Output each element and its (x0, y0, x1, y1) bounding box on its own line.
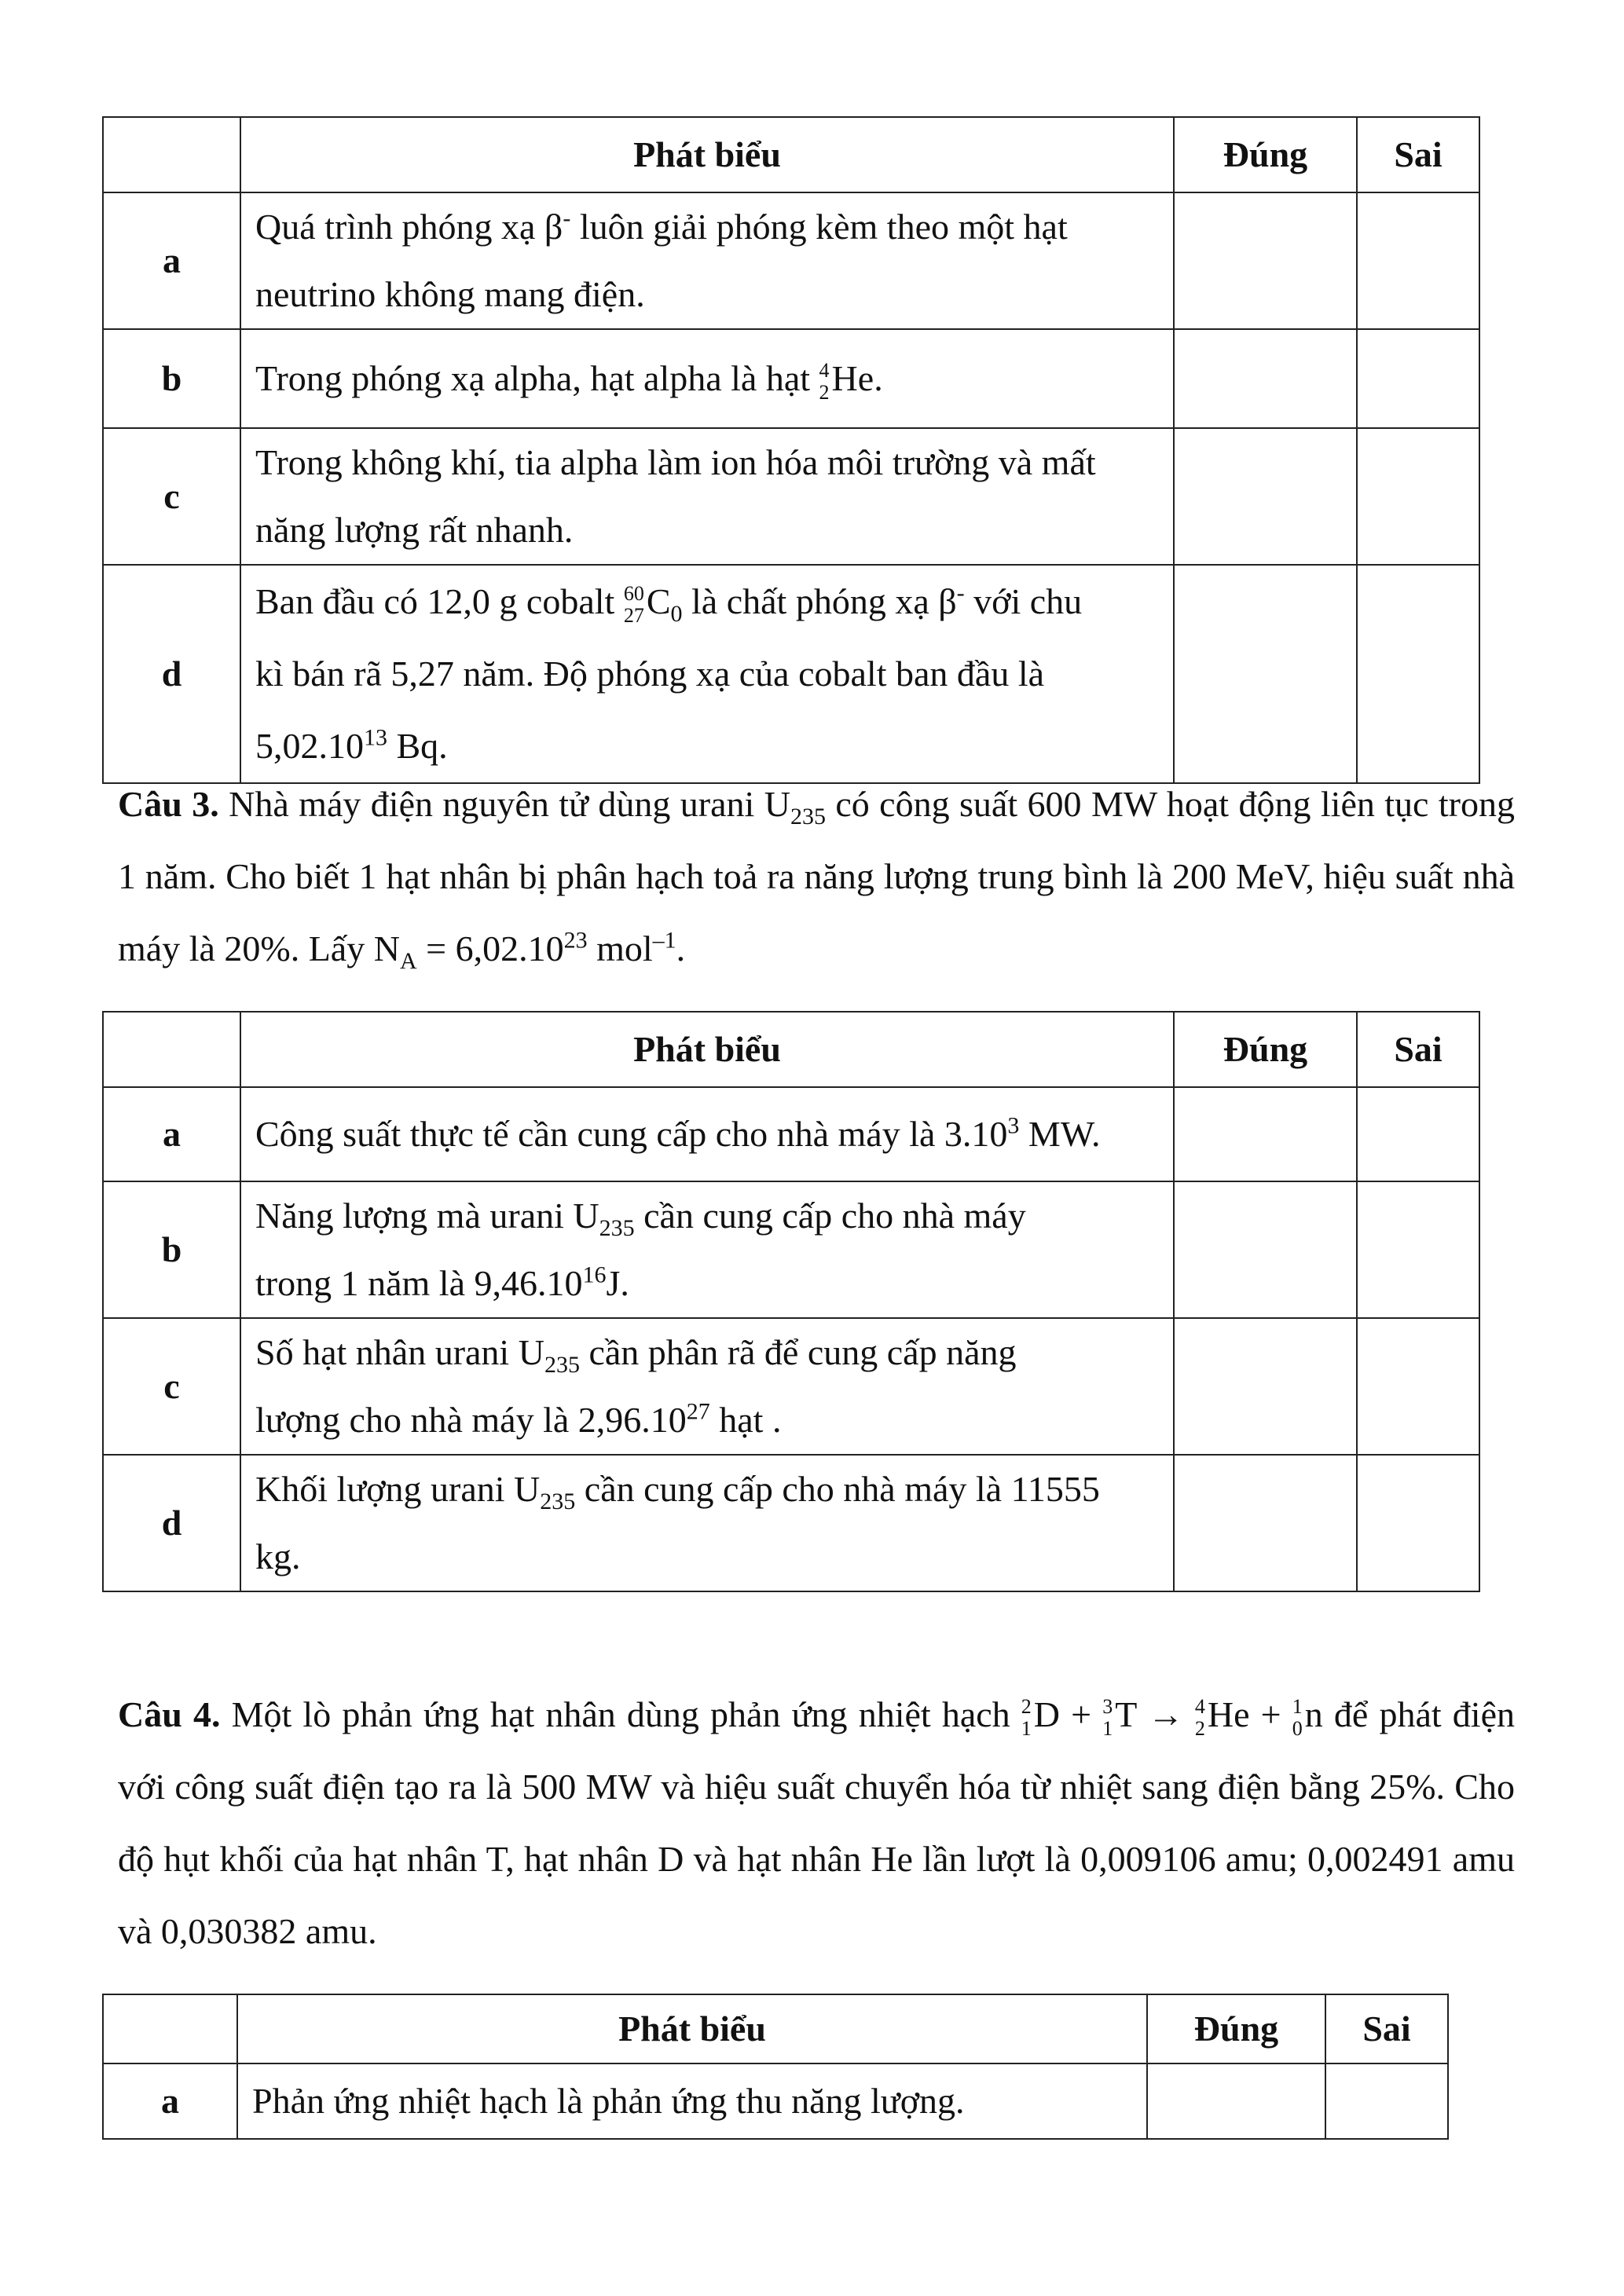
table-row (103, 428, 1479, 565)
table-row (103, 1318, 1479, 1455)
true-checkbox[interactable] (1147, 2063, 1325, 2139)
true-checkbox[interactable] (1174, 565, 1357, 783)
nuclide-notation: 1 0 (1292, 1695, 1303, 1741)
table-row (103, 565, 1479, 783)
statement-text: Trong phóng xạ alpha, hạt alpha là hạt 4 2 He. (240, 329, 1174, 428)
statement-text: Công suất thực tế cần cung cấp cho nhà máy là 3.10$^3$ MW. (240, 1087, 1174, 1181)
table-row (103, 329, 1479, 428)
statement-table-1 (102, 116, 1480, 784)
true-checkbox[interactable] (1174, 1455, 1357, 1591)
label-header (103, 1012, 240, 1087)
row-label: a (103, 192, 240, 329)
statement-text: Quá trình phóng xạ β- luôn giải phóng kèm theo một hạt neutrino không mang điện. (240, 192, 1174, 329)
statement-header: Phát biểu (240, 1012, 1174, 1087)
false-header: Sai (1357, 117, 1479, 192)
label-header (103, 117, 240, 192)
statement-table-3 (102, 1994, 1449, 2140)
statement-text: Ban đầu có 12,0 g cobalt 60 27 $C_0$ là chất phóng xạ β- với chu kì bán rã 5,27 năm. Độ phóng xạ của cobalt ban đầu là 5,02.10$^{13}$ Bq. (240, 565, 1174, 783)
nuclide-notation: 4 2 (1194, 1695, 1205, 1741)
true-header: Đúng (1174, 1012, 1357, 1087)
row-label: c (103, 428, 240, 565)
question-3: Câu 3. Nhà máy điện nguyên tử dùng urani $U_{235}$ có công suất 600 MW hoạt động liên tục trong 1 năm. Cho biết 1 hạt nhân bị phân hạch toả ra năng lượng trung bình là 200 MeV, hiệu suất nhà máy là 20%. Lấy $N_A = 6,02.10^{23}$ mol$^{-1}$. (118, 784, 1515, 975)
row-label: d (103, 1455, 240, 1591)
question-4: Câu 4. Một lò phản ứng hạt nhân dùng phản ứng nhiệt hạch 2 1 D + 3 1 T → 4 2 He + 1 0 n để phát điện với công suất điện tạo ra là 500 MW và hiệu suất chuyển hóa từ nhiệt sang điện bằng 25%. Cho độ hụt khối của hạt nhân T, hạt nhân D và hạt nhân He lần lượt là 0,009106 amu; 0,002491 amu và 0,030382 amu. (118, 1694, 1516, 1951)
table-row (103, 1181, 1479, 1318)
false-checkbox[interactable] (1357, 329, 1479, 428)
false-checkbox[interactable] (1357, 1455, 1479, 1591)
table-row (103, 192, 1479, 329)
table-row (103, 1087, 1479, 1181)
table-row (103, 1455, 1479, 1591)
false-checkbox[interactable] (1357, 1318, 1479, 1455)
row-label: b (103, 1181, 240, 1318)
true-header: Đúng (1174, 117, 1357, 192)
row-label: d (103, 565, 240, 783)
statement-table-2 (102, 1011, 1480, 1592)
false-header: Sai (1325, 1994, 1448, 2063)
statement-text: Năng lượng mà urani $U_{235}$ cần cung cấp cho nhà máy trong 1 năm là 9,46.10$^{16}$J. (240, 1181, 1174, 1318)
nuclide-notation: 60 27 (623, 582, 644, 628)
row-label: a (103, 1087, 240, 1181)
true-checkbox[interactable] (1174, 1087, 1357, 1181)
nuclide-notation: 4 2 (819, 359, 830, 405)
true-header: Đúng (1147, 1994, 1325, 2063)
true-checkbox[interactable] (1174, 1181, 1357, 1318)
false-checkbox[interactable] (1325, 2063, 1448, 2139)
statement-header: Phát biểu (237, 1994, 1147, 2063)
arrow-icon: → (1136, 1694, 1195, 1734)
statement-text: Trong không khí, tia alpha làm ion hóa môi trường và mất năng lượng rất nhanh. (240, 428, 1174, 565)
true-checkbox[interactable] (1174, 1318, 1357, 1455)
nuclide-notation: 3 1 (1102, 1695, 1113, 1741)
true-checkbox[interactable] (1174, 192, 1357, 329)
statement-header: Phát biểu (240, 117, 1174, 192)
true-checkbox[interactable] (1174, 329, 1357, 428)
question-label: Câu 3. (118, 784, 219, 824)
false-checkbox[interactable] (1357, 428, 1479, 565)
false-checkbox[interactable] (1357, 565, 1479, 783)
false-checkbox[interactable] (1357, 1087, 1479, 1181)
row-label: c (103, 1318, 240, 1455)
false-header: Sai (1357, 1012, 1479, 1087)
false-checkbox[interactable] (1357, 1181, 1479, 1318)
row-label: b (103, 329, 240, 428)
table-row (103, 2063, 1448, 2139)
false-checkbox[interactable] (1357, 192, 1479, 329)
label-header (103, 1994, 237, 2063)
true-checkbox[interactable] (1174, 428, 1357, 565)
question-label: Câu 4. (118, 1694, 221, 1734)
statement-text: Khối lượng urani $U_{235}$ cần cung cấp cho nhà máy là 11555 kg. (240, 1455, 1174, 1591)
statement-text: Phản ứng nhiệt hạch là phản ứng thu năng lượng. (237, 2063, 1147, 2139)
statement-text: Số hạt nhân urani $U_{235}$ cần phân rã để cung cấp năng lượng cho nhà máy là 2,96.10$^{27}$ hạt . (240, 1318, 1174, 1455)
nuclide-notation: 2 1 (1021, 1695, 1032, 1741)
row-label: a (103, 2063, 237, 2139)
